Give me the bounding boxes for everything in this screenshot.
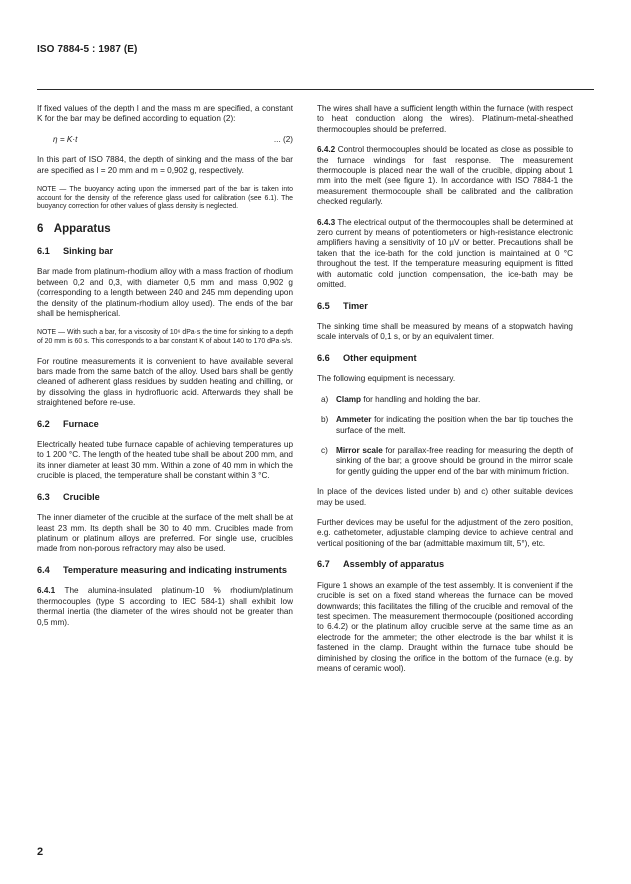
item-term: Ammeter	[336, 415, 372, 425]
section-title: Temperature measuring and indicating instruments	[63, 564, 287, 575]
section-number: 6.3	[37, 491, 50, 502]
section-title: Assembly of apparatus	[343, 559, 445, 570]
paragraph-constant-k: If fixed values of the depth l and the mass m are specified, a constant K for the bar may be defined according to equation (2):	[37, 104, 293, 124]
paragraph-timer: The sinking time shall be measured by means of a stopwatch having scale intervals of 0,1 s, or by an equivalent timer.	[317, 322, 573, 342]
paragraph-further-devices: Further devices may be useful for the adjustment of the zero position, e.g. cathetometer, adjustable clamping device to achieve central and vertical positioning of the bar (admittable maximum tilt, 5°), etc.	[317, 517, 573, 548]
subclause-text: The alumina-insulated platinum-10 % rhodium/platinum thermocouples (type S according to IEC 584-1) shall exhibit low thermal inertia (the diameter of the wires should not be greater than 0,5 mm).	[37, 586, 293, 627]
section-title: Sinking bar	[63, 245, 114, 256]
item-term: Clamp	[336, 394, 362, 404]
note-bar-constant: NOTE — With such a bar, for a viscosity of 10⁶ dPa·s the time for sinking to a depth of 20 mm is 60 s. This corresponds to a bar constant K of about 140 to 170 dPa·s/s.	[37, 329, 293, 345]
section-6-7-heading	[317, 559, 573, 571]
paragraph-crucible: The inner diameter of the crucible at the surface of the melt shall be at least 23 mm. Its depth shall be 30 to 40 mm. Crucibles made from platinum or platinum alloys are preferred. For single use, crucibles made from non-porous refractory may also be used.	[37, 513, 293, 554]
section-number: 6	[37, 222, 44, 235]
list-item	[317, 395, 573, 405]
section-number: 6.5	[317, 300, 330, 311]
left-column	[37, 104, 293, 638]
section-number: 6.2	[37, 418, 50, 429]
subclause-number: 6.4.3	[317, 217, 336, 227]
section-title: Other equipment	[343, 352, 417, 363]
section-number: 6.6	[317, 352, 330, 363]
paragraph-routine-measurements: For routine measurements it is convenient to have available several bars made from the same batch of the alloy. Used bars shall be gently cleaned of adherent glass residues by sudden heating and chilling, or by dissolving the glass in hydrofluoric acid. Afterwards they shall be straightened before re-use.	[37, 356, 293, 408]
header-rule	[37, 89, 594, 90]
paragraph-wires: The wires shall have a sufficient length within the furnace (with respect to heat conduction along the wires). Platinum-metal-sheathed thermocouples should be preferred.	[317, 104, 573, 134]
equation-number: ... (2)	[273, 134, 293, 144]
item-text: for handling and holding the bar.	[361, 394, 481, 404]
section-title: Furnace	[63, 418, 99, 429]
paragraph-assembly: Figure 1 shows an example of the test assembly. It is convenient if the crucible is set on a fixed stand whereas the furnace can be moved downwards; this facilitates the filling of the crucible and removal of the test specimen. The measurement thermocouple (positioned according to 6.4.2) or the platinum alloy crucible serve at the same time as an electrode for the ammeter; the other electrode is the bar whilst it is fastened in the clamp. Draught within the furnace tube should be diminished by closing the orifice in the bottom of the furnace (e.g. by means of ceramic wool).	[317, 580, 573, 673]
subclause-text: The electrical output of the thermocouples shall be determined at zero current by means of potentiometers or high-resistance electronic amplifiers having a sensitivity of 10 µV or better. Precautions shall be taken that the ice-bath for the cold junction is maintained at 0 °C throughout the test. If the temperature measuring equipment is fitted with automatic cold junction compensation, the ice-bath may be omitted.	[317, 217, 573, 290]
item-label: a)	[321, 394, 329, 404]
section-6-heading	[37, 222, 293, 236]
page-number: 2	[37, 846, 44, 858]
right-column	[317, 104, 573, 684]
subclause-text: Control thermocouples should be located as close as possible to the furnace windings for fast response. The measurement thermocouple is placed near the wall of the crucible, dipping about 1 mm into the melt (see figure 1). In accordance with ISO 7884-1 the measurement thermocouple shall be calibrated and the calibration checked regularly.	[317, 145, 573, 207]
list-item	[317, 446, 573, 477]
equation-expression: η = K·t	[53, 134, 78, 144]
section-6-6-heading	[317, 353, 573, 365]
item-body	[336, 395, 573, 405]
paragraph-6-4-3	[317, 218, 573, 291]
section-title: Timer	[343, 300, 368, 311]
section-number: 6.7	[317, 559, 330, 570]
paragraph-6-4-1	[37, 586, 293, 628]
section-number: 6.1	[37, 245, 50, 256]
list-item	[317, 415, 573, 436]
item-body	[336, 415, 573, 436]
paragraph-6-4-2	[317, 145, 573, 207]
equation-2	[37, 135, 293, 145]
item-label: b)	[321, 415, 329, 425]
item-body	[336, 446, 573, 477]
section-6-2-heading	[37, 419, 293, 431]
standard-header: ISO 7884-5 : 1987 (E)	[37, 44, 138, 55]
item-text: for indicating the position when the bar tip touches the surface of the melt.	[336, 415, 573, 435]
paragraph-furnace: Electrically heated tube furnace capable of achieving temperatures up to 1 200 °C. The length of the heated tube shall be about 200 mm, and its inner diameter at least 30 mm. Within a zone of 40 mm in which the crucible is placed, the temperature shall be constant within 3 °C.	[37, 440, 293, 481]
section-6-1-heading	[37, 246, 293, 258]
item-term: Mirror scale	[336, 445, 383, 455]
item-label: c)	[321, 445, 328, 455]
note-buoyancy: NOTE — The buoyancy acting upon the immersed part of the bar is taken into account for the density of the reference glass used for calibration (see 6.1). The buoyancy correction for other values of glass density is neglected.	[37, 186, 293, 211]
paragraph-alternative-devices: In place of the devices listed under b) and c) other suitable devices may be used.	[317, 487, 573, 507]
paragraph-equipment-intro: The following equipment is necessary.	[317, 374, 456, 384]
paragraph-specified-values: In this part of ISO 7884, the depth of sinking and the mass of the bar are specified as l = 20 mm and m = 0,902 g, respectively.	[37, 155, 293, 175]
section-6-5-heading	[317, 301, 573, 313]
section-number: 6.4	[37, 564, 50, 575]
subclause-number: 6.4.1	[37, 586, 56, 596]
section-6-3-heading	[37, 492, 293, 504]
section-title: Crucible	[63, 491, 100, 502]
item-text: for parallax-free reading for measuring the depth of sinking of the bar; a groove should be ground in the mirror scale for gently guiding the upper end of the bar with minimum friction.	[336, 445, 573, 476]
section-title: Apparatus	[53, 222, 111, 235]
section-6-4-heading	[37, 565, 293, 577]
paragraph-sinking-bar: Bar made from platinum-rhodium alloy with a mass fraction of rhodium between 0,2 and 0,3, with diameter 0,5 mm and mass 0,902 g (corresponding to a length between 240 and 245 mm depending upon the density of the platinum-rhodium alloy used). The ends of the bar shall be hemispherical.	[37, 267, 293, 318]
subclause-number: 6.4.2	[317, 145, 336, 155]
